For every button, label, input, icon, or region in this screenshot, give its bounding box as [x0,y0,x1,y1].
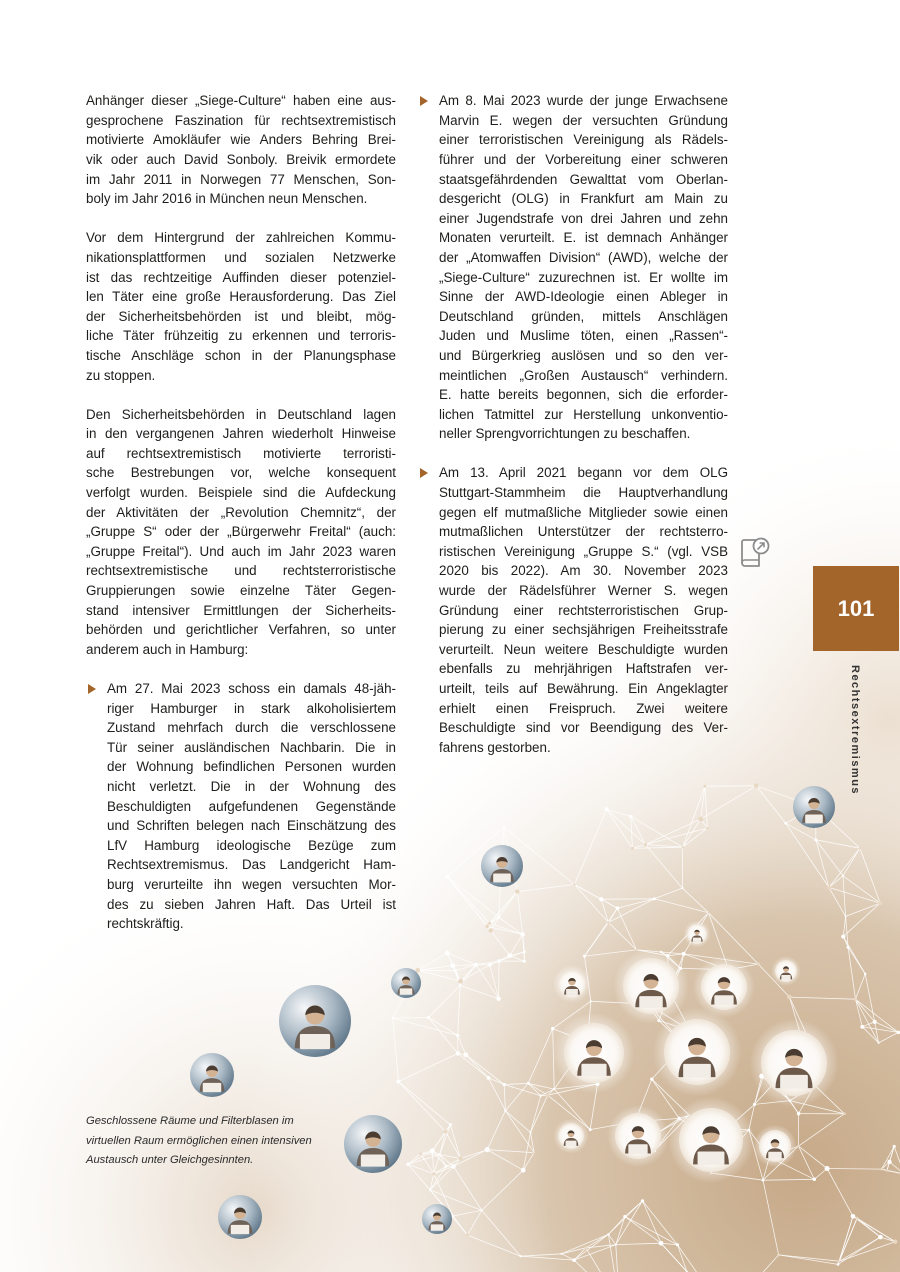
network-node [653,897,656,900]
network-node [438,1153,440,1155]
network-node [444,1130,448,1134]
network-node [504,1109,506,1111]
text-line: ristischen Vereinigung „Gruppe S.“ (vgl. VSB [439,543,728,559]
network-node [631,847,634,850]
text-line: Rechtsextremismus. Das Landgericht Ham- [107,857,396,873]
person-avatar-icon [554,1013,635,1094]
network-node [590,1000,592,1002]
network-node [682,952,686,956]
avatar-laptop [203,1083,221,1092]
network-node [445,875,449,879]
network-node [481,1209,483,1211]
network-node [487,1076,491,1080]
text-line: rechtskräftig. [107,916,184,932]
network-node [515,889,519,893]
network-node [551,1027,554,1030]
avatar-laptop [683,1064,711,1078]
text-line: E. hatte bereits begonnen, sich die erforder- [439,387,728,403]
person-avatar-icon [607,1105,669,1167]
network-node [488,963,492,967]
caption-line: Austausch unter Gleichgesinnten. [86,1153,254,1166]
text-line: im Jahr 2011 in Norwegen 77 Menschen, Son- [86,171,396,187]
text-line: fahrens gestorben. [439,739,551,755]
body-paragraph [86,405,396,660]
text-line: urteilt, teils auf Bewährung. Ein Angeklagter [439,681,728,696]
avatar-laptop [566,1141,577,1146]
network-node [827,885,831,889]
network-node [641,1199,644,1202]
avatar-laptop [781,975,790,980]
network-node [553,1088,555,1090]
network-node [676,1243,679,1246]
network-node [787,995,792,1000]
network-node [706,827,709,830]
text-line: liche Täter frühzeitig zu erkennen und terroris- [86,328,396,344]
network-node [777,1253,780,1256]
text-line: Am 13. April 2021 begann vor dem OLG [439,465,728,481]
text-line: der Aktivitäten der „Revolution Chemnitz“, der [86,504,396,520]
network-node [847,946,850,949]
network-node [838,1260,840,1262]
bullet-item [418,91,728,444]
avatar-laptop [780,1075,808,1089]
network-node [797,1145,800,1148]
text-line: stand intensiver Ermittlungen der Sicherheits- [86,602,396,618]
network-node [707,912,709,914]
network-node [445,1165,448,1168]
text-line: ebenfalls zu mehrjährigen Haftstrafen ver- [439,661,728,677]
network-node [860,1025,864,1029]
text-line: burg verurteilte ihn wegen versuchten Mor- [107,876,396,892]
network-node [583,955,586,958]
network-node [396,1080,400,1084]
network-node [573,883,575,885]
network-node [392,1017,395,1020]
network-node [784,822,787,825]
triangle-right-icon [420,468,428,478]
network-node [584,1246,588,1250]
network-node [406,1163,409,1166]
text-line: einer Jugendstrafe von drei Jahren und zehn [439,210,728,226]
person-avatar-icon [190,1053,234,1097]
network-node [488,922,491,925]
network-node [644,843,647,846]
network-node [893,1240,897,1244]
person-avatar-icon [391,968,421,998]
network-node [527,1082,530,1085]
person-avatar-icon [668,1097,754,1183]
network-node [572,1258,576,1262]
text-line: ist das rechtzeitige Auffinden dieser potenziel- [86,269,396,285]
text-line: verfolgt wurden. Beispiele sind die Aufdeckung [86,485,396,501]
network-node [854,997,857,1000]
network-node [560,1253,562,1255]
caption-line: virtuellen Raum ermöglichen einen intensiven [86,1134,312,1147]
network-node [878,901,882,905]
text-line: „Gruppe Freital“). Und auch im Jahr 2023 waren [86,543,396,559]
text-line: Vor dem Hintergrund der zahlreichen Kommu- [86,230,396,246]
network-node [635,949,637,951]
text-line: staatsgefährdenden Gewalttat vom Oberlan- [439,171,728,187]
network-node [427,1016,430,1019]
text-line: Den Sicherheitsbehörden in Deutschland lagen [86,406,396,422]
text-line: len Täter eine große Herausforderung. Das Ziel [86,289,396,305]
text-line: pierung zu einer sechsjährigen Freiheitsstrafe [439,622,728,638]
text-line: Anhänger dieser „Siege-Culture“ haben eine aus- [86,93,396,109]
avatar-laptop [431,1224,444,1230]
text-line: Beschuldigte sind vor Beendigung des Ver- [439,720,728,736]
text-line: Am 27. Mai 2023 schoss ein damals 48-jäh- [107,681,396,696]
text-line: der Sicherheitsbehörden ist und bleibt, mög- [86,308,396,324]
text-line: Zustand mehrfach durch die verschlossene [107,720,396,736]
network-node [432,1172,435,1175]
text-line: des zu sieben Jahren Haft. Das Urteil ist [107,896,396,912]
network-node [607,921,610,924]
network-node [880,1168,883,1171]
avatar-laptop [805,815,823,824]
network-node [458,979,463,984]
network-node [837,1263,840,1266]
person-avatar-icon [749,1018,838,1107]
text-line: Gründung einer rechtsterroristischen Grup- [439,602,728,618]
text-line: nicht verletzt. Die in der Wohnung des [107,778,396,794]
text-line: lichen Tatmittel zur Herstellung unkonventio- [439,406,728,422]
text-line: sche Bestrebungen vor, welche konsequent [86,465,396,481]
network-node [704,785,707,788]
network-node [529,1131,531,1133]
page-number-tab [813,566,899,651]
network-node [797,1112,801,1116]
avatar-laptop [581,1064,606,1077]
network-node [466,1234,469,1237]
text-line: boly im Jahr 2016 in München neun Menschen. [86,191,368,207]
left-column [86,91,396,953]
text-line: wurde der Rädelsführer Werner S. wegen [439,583,728,599]
text-line: Deutschland gründen, mittels Anschlägen [439,308,728,324]
triangle-right-icon [420,96,428,106]
section-label: Rechtsextremismus [849,665,861,796]
triangle-right-icon [88,684,96,694]
network-node [897,1031,900,1034]
text-line: Gruppierungen sowie einzelne Täter Gegen- [86,583,396,599]
network-node [873,1020,877,1024]
network-node [878,1042,880,1044]
avatar-laptop [698,1152,725,1165]
text-line: zu stoppen. [86,367,156,383]
person-avatar-icon [422,1204,452,1234]
network-node [463,1052,468,1057]
text-line: führer und der Vorbereitung einer schweren [439,151,728,167]
network-node [459,984,461,986]
text-line: nikationsplattformen und sozialen Netzwerke [86,249,396,265]
text-line: erhielt einen Freispruch. Zwei weitere [439,700,728,716]
network-node [623,1215,626,1218]
text-line: Monaten verurteilt. E. ist demnach Anhänger [439,230,728,246]
person-avatar-icon [279,985,351,1057]
network-node [864,973,867,976]
network-node [845,915,847,917]
text-line: 2020 bis 2022). Am 30. November 2023 [439,563,728,579]
network-node [843,1112,846,1115]
network-node [856,1217,859,1220]
network-node [454,969,457,972]
network-node [459,1157,463,1161]
text-line: behörden und gerichtlicher Verfahren, so unter [86,622,396,638]
network-node [886,1169,888,1171]
network-node [521,1168,526,1173]
text-line: Am 8. Mai 2023 wurde der junge Erwachsene [439,93,728,109]
text-line: Beschuldigten aufgefundenen Gegenstände [107,798,396,814]
text-line: gesprochene Faszination für rechtsextremistisch [86,112,396,128]
text-line: Tür seiner ausländischen Nachbarin. Die in [107,739,396,755]
network-node [474,963,478,967]
network-node [489,928,493,932]
network-node [507,953,512,958]
person-avatar-icon [553,1118,588,1153]
network-node [681,887,683,889]
network-node [825,1166,830,1171]
network-node [429,1189,431,1191]
network-node [615,1244,617,1246]
network-node [452,1215,455,1218]
network-node [841,935,845,939]
avatar-laptop [400,988,413,994]
network-node [450,963,455,968]
network-node [419,1152,422,1155]
caption-line: Geschlossene Räume und Filterblasen im [86,1115,294,1128]
body-paragraph [86,228,396,385]
text-line: meintlichen „Großen Austausch“ verhindern. [439,367,728,383]
text-line: und Schriften belegen nach Einschätzung des [107,818,396,834]
bullet-item [418,463,728,757]
text-line: mutmaßlichen Unterstützer der rechtsterro- [439,524,728,540]
text-line: LfV Hamburg ideologische Bezüge zum [107,837,396,853]
avatar-laptop [566,989,578,995]
text-line: Sinne der AWD-Ideologie einen Ableger in [439,289,728,305]
person-avatar-icon [684,921,711,948]
book-link-icon [737,535,771,569]
network-node [520,932,525,937]
text-line: tische Anschläge schon in der Planungsphase [86,347,396,363]
avatar-laptop [693,938,701,942]
person-avatar-icon [553,965,591,1003]
network-node [878,1235,883,1240]
network-node [589,1128,592,1131]
text-line: neller Sprengvorrichtungen zu beschaffen. [439,426,691,442]
network-node [605,807,609,811]
network-node [698,816,703,821]
text-line: motivierte Amokläufer wie Anders Behring Brei- [86,132,396,148]
person-avatar-icon [481,845,523,887]
text-line: in den vergangenen Jahren wiederholt Hinweise [86,426,396,442]
network-node [430,1148,435,1153]
text-line: anderem auch in Hamburg: [86,641,249,657]
network-node [659,1241,664,1246]
page-number: 101 [837,595,875,621]
text-line: und Bürgerkrieg auslösen und so den ver- [439,347,728,363]
text-line: der „Atomwaffen Division“ (AWD), welche der [439,249,728,265]
network-node [682,846,684,848]
person-avatar-icon [652,1007,741,1096]
avatar-laptop [300,1034,330,1049]
text-line: rechtsextremistische und rechtsterroristische [86,563,396,579]
network-node [456,1051,460,1055]
avatar-laptop [768,1152,781,1159]
body-paragraph [86,91,396,209]
network-node [757,963,760,966]
network-node [445,951,450,956]
network-node [502,826,505,829]
network-node [497,916,500,919]
avatar-laptop [714,995,733,1005]
text-line: Marvin E. wegen der versuchten Gründung [439,112,728,128]
network-node [753,1103,756,1106]
network-node [497,959,501,963]
network-node [814,838,817,841]
text-line: riger Hamburger in stark alkoholisiertem [107,700,396,716]
network-node [496,997,500,1001]
network-node [533,1151,536,1154]
network-node [813,1178,817,1182]
text-line: Stuttgart-Stammheim die Hauptverhandlung [439,485,728,501]
network-node [523,951,526,954]
network-node [485,1147,490,1152]
network-node [503,1083,506,1086]
text-line: vik oder auch David Sonboly. Breivik ermordete [86,151,396,167]
person-avatar-icon [793,786,835,828]
network-node [629,815,632,818]
network-node [523,960,526,963]
avatar-laptop [628,1144,647,1154]
network-node [762,1179,765,1182]
network-node [485,925,488,928]
network-node [893,1145,896,1148]
network-node [754,784,759,789]
network-node [615,906,619,910]
text-line: Juden und Muslime töten, einen „Rassen“- [439,328,728,344]
network-node [887,1160,891,1164]
avatar-laptop [493,874,511,883]
image-caption [86,1112,406,1170]
text-line: verurteilt. Neun weitere Beschuldigte wurden [439,641,728,657]
network-node [451,1164,456,1169]
text-line: auf rechtsextremistisch motivierte terroristi- [86,445,396,461]
avatar-laptop [639,996,663,1008]
bullet-item [86,679,396,934]
text-line: der Wohnung befindlichen Personen wurden [107,759,396,775]
network-node [519,1255,521,1257]
network-node [650,1077,653,1080]
network-node [456,1034,459,1037]
right-column [418,91,728,777]
person-avatar-icon [218,1195,262,1239]
network-node [546,1093,550,1097]
network-node [859,847,862,850]
text-line: einer terroristischen Vereinigung als Rädels- [439,132,728,148]
network-node [842,875,844,877]
network-node [607,1233,609,1235]
person-avatar-icon [771,956,801,986]
text-line: gegen elf mutmaßliche Mitglieder sowie einen [439,504,728,520]
network-node [851,1214,856,1219]
text-line: „Siege-Culture“ zuzurechnen ist. Er wollte im [439,269,728,285]
avatar-laptop [231,1225,249,1234]
text-line: desgericht (OLG) in Frankfurt am Main zu [439,191,728,207]
person-avatar-icon [753,1124,796,1167]
network-node [449,1123,452,1126]
text-line: „Gruppe S“ oder der „Bürgerwehr Freital“ (auch: [86,524,396,540]
network-node [539,1094,541,1096]
network-node [599,897,603,901]
